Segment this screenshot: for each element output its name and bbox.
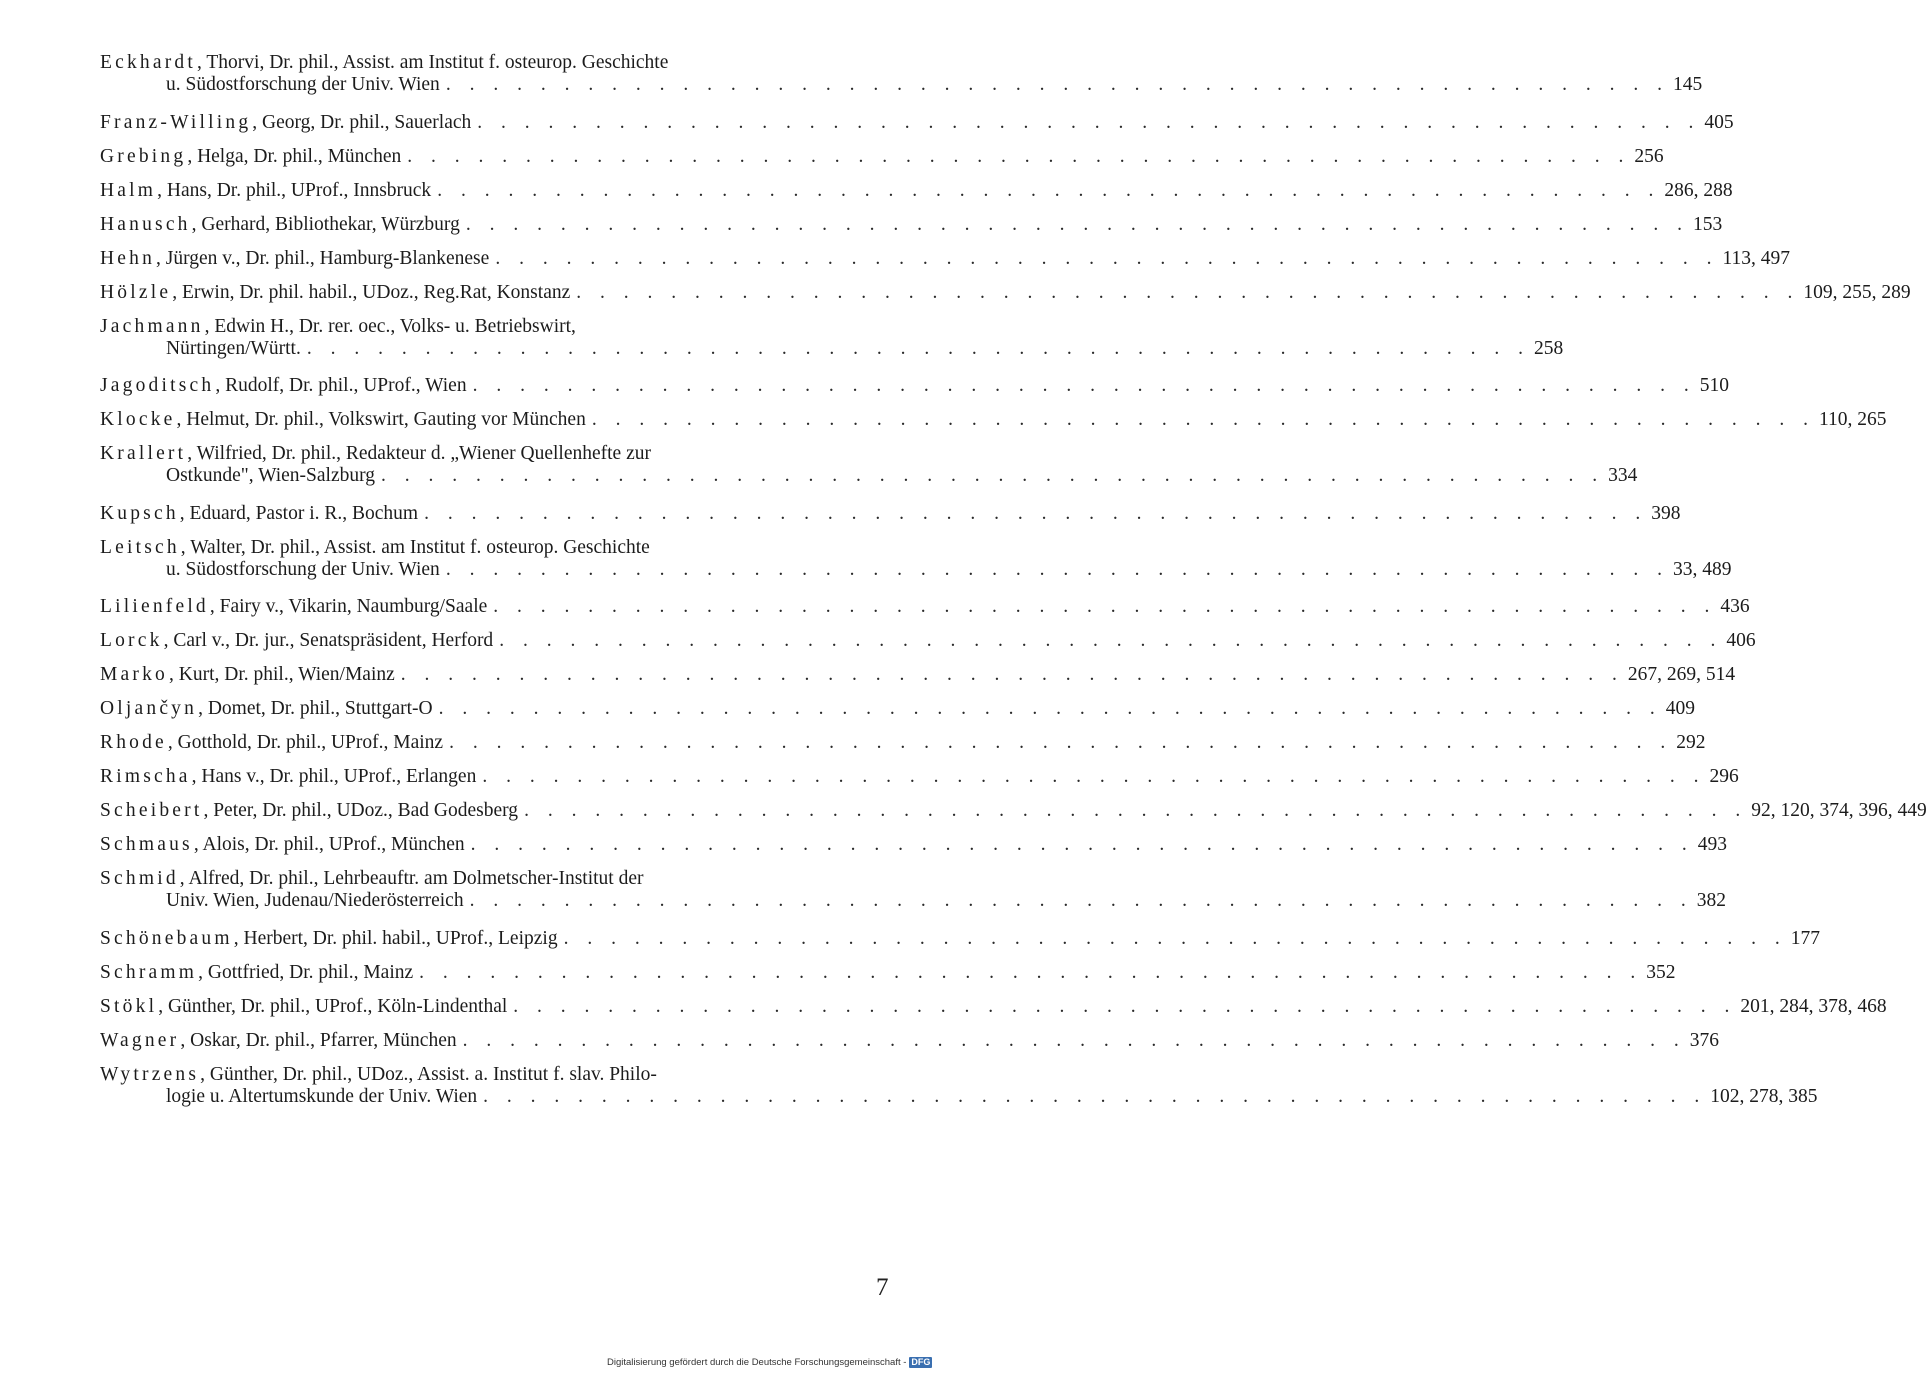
page-reference: 398 bbox=[1651, 502, 1681, 524]
contributor-details: Thorvi, Dr. phil., Assist. am Institut f. osteurop. Geschichte bbox=[206, 52, 669, 73]
entry-text: Lorck, Carl v., Dr. jur., Senatspräsident, Herford bbox=[100, 630, 494, 651]
entry-text: Marko, Kurt, Dr. phil., Wien/Mainz bbox=[100, 664, 395, 685]
digitization-footer bbox=[607, 1357, 932, 1368]
contributor-name: Wytrzens bbox=[100, 1063, 200, 1085]
page-reference: 493 bbox=[1697, 834, 1728, 855]
contributor-name: Schmaus bbox=[100, 834, 193, 855]
contributor-name: Stökl bbox=[100, 995, 158, 1017]
leader-dots: . . . . . . . . . . . . . . . . . . . . . . . . . . . . . . . . . . . . . . . . . . . . . . . . . . . . bbox=[563, 927, 1787, 949]
contributor-details: Hans, Dr. phil., UProf., Innsbruck bbox=[166, 179, 432, 201]
page-reference: 409 bbox=[1665, 698, 1695, 719]
contributor-details: Helga, Dr. phil., München bbox=[197, 145, 402, 167]
contributor-details: Eduard, Pastor i. R., Bochum bbox=[189, 502, 419, 524]
contributor-entry bbox=[100, 213, 1723, 248]
entry-continuation-line bbox=[100, 465, 1638, 487]
entry-text: Schmid, Alfred, Dr. phil., Lehrbeauftr. am Dolmetscher-Institut der bbox=[100, 868, 644, 889]
contributor-details: u. Südostforschung der Univ. Wien bbox=[166, 558, 440, 580]
contributor-name: Franz-Willing bbox=[100, 111, 252, 133]
entry-text: Eckhardt, Thorvi, Dr. phil., Assist. am Institut f. osteurop. Geschichte bbox=[100, 52, 669, 73]
contributor-details: Günther, Dr. phil., UDoz., Assist. a. Institut f. slav. Philo- bbox=[209, 1063, 657, 1085]
contributor-name: Klocke bbox=[100, 409, 176, 430]
entry-text: Oljančyn, Domet, Dr. phil., Stuttgart-O bbox=[100, 698, 433, 719]
contributor-details: Domet, Dr. phil., Stuttgart-O bbox=[207, 698, 433, 719]
entry-text: Scheibert, Peter, Dr. phil., UDoz., Bad Godesberg bbox=[100, 800, 519, 821]
contributor-entry bbox=[100, 52, 1703, 112]
page-reference: 296 bbox=[1709, 766, 1739, 787]
contributor-details: Fairy v., Vikarin, Naumburg/Saale bbox=[219, 596, 488, 617]
contributor-details: Wilfried, Dr. phil., Redakteur d. „Wiener Quellenhefte zur bbox=[196, 443, 651, 464]
page-reference: 109, 255, 289 bbox=[1803, 281, 1911, 303]
page-reference: 352 bbox=[1646, 961, 1676, 983]
leader-dots: . . . . . . . . . . . . . . . . . . . . . . . . . . . . . . . . . . . . . . . . . . . . . . . . . . . . bbox=[469, 890, 1693, 911]
contributor-entry bbox=[100, 732, 1706, 766]
entry-first-line bbox=[100, 732, 1706, 754]
contributor-details: Herbert, Dr. phil. habil., UProf., Leipzig bbox=[243, 927, 558, 949]
contributor-details: Georg, Dr. phil., Sauerlach bbox=[262, 111, 472, 133]
contributor-name: Rhode bbox=[100, 732, 167, 753]
page-number: 7 bbox=[876, 1274, 889, 1301]
page-reference: 92, 120, 374, 396, 449 bbox=[1751, 800, 1927, 821]
entry-text: Franz-Willing, Georg, Dr. phil., Sauerlach bbox=[100, 111, 472, 133]
contributor-details: Hans v., Dr. phil., UProf., Erlangen bbox=[201, 766, 477, 787]
leader-dots: . . . . . . . . . . . . . . . . . . . . . . . . . . . . . . . . . . . . . . . . . . . . . . . . . . . . bbox=[400, 664, 1624, 685]
page-reference: 376 bbox=[1689, 1029, 1719, 1051]
contributor-name: Lilienfeld bbox=[100, 596, 209, 617]
contributor-details: Ostkunde", Wien-Salzburg bbox=[166, 465, 376, 486]
page-reference: 382 bbox=[1696, 890, 1726, 911]
contributor-entry bbox=[100, 375, 1729, 409]
entry-first-line bbox=[100, 316, 896, 338]
entry-text bbox=[166, 559, 440, 581]
entry-text: Hehn, Jürgen v., Dr. phil., Hamburg-Blankenese bbox=[100, 247, 490, 269]
entry-first-line bbox=[100, 1064, 896, 1086]
leader-dots: . . . . . . . . . . . . . . . . . . . . . . . . . . . . . . . . . . . . . . . . . . . . . . . . . . . . bbox=[472, 375, 1696, 396]
entry-text: Jachmann, Edwin H., Dr. rer. oec., Volks- u. Betriebswirt, bbox=[100, 315, 576, 337]
page-reference: 286, 288 bbox=[1664, 179, 1733, 201]
leader-dots: . . . . . . . . . . . . . . . . . . . . . . . . . . . . . . . . . . . . . . . . . . . . . . . . . . . . bbox=[449, 732, 1673, 753]
page-reference: 201, 284, 378, 468 bbox=[1740, 995, 1887, 1017]
entry-first-line bbox=[100, 961, 1676, 984]
contributor-name: Marko bbox=[100, 664, 168, 685]
contributor-details: Jürgen v., Dr. phil., Hamburg-Blankenese bbox=[165, 247, 490, 269]
contributor-entry bbox=[100, 443, 1638, 503]
contributor-entry bbox=[100, 834, 1728, 868]
contributor-details: Günther, Dr. phil., UProf., Köln-Lindenthal bbox=[167, 995, 508, 1017]
entry-first-line bbox=[100, 213, 1723, 236]
contributor-entry bbox=[100, 502, 1681, 537]
contributor-details: Alfred, Dr. phil., Lehrbeauftr. am Dolmetscher-Institut der bbox=[188, 868, 644, 889]
leader-dots: . . . . . . . . . . . . . . . . . . . . . . . . . . . . . . . . . . . . . . . . . . . . . . . . . . . . bbox=[419, 961, 1643, 983]
entry-first-line bbox=[100, 375, 1729, 397]
contributor-name: Hölzle bbox=[100, 281, 172, 303]
leader-dots: . . . . . . . . . . . . . . . . . . . . . . . . . . . . . . . . . . . . . . . . . . . . . . . . . . . . bbox=[445, 558, 1669, 580]
entry-first-line bbox=[100, 502, 1681, 525]
entry-text: Hölzle, Erwin, Dr. phil. habil., UDoz., Reg.Rat, Konstanz bbox=[100, 281, 571, 303]
leader-dots: . . . . . . . . . . . . . . . . . . . . . . . . . . . . . . . . . . . . . . . . . . . . . . . . . . . . bbox=[424, 502, 1648, 524]
leader-dots: . . . . . . . . . . . . . . . . . . . . . . . . . . . . . . . . . . . . . . . . . . . . . . . . . . . . bbox=[470, 834, 1694, 855]
entry-text bbox=[166, 74, 440, 96]
entry-first-line bbox=[100, 111, 1734, 134]
contributor-entry bbox=[100, 800, 1927, 834]
entry-text: Wytrzens, Günther, Dr. phil., UDoz., Assist. a. Institut f. slav. Philo- bbox=[100, 1063, 657, 1085]
entry-text: Kupsch, Eduard, Pastor i. R., Bochum bbox=[100, 502, 419, 524]
contributor-details: Nürtingen/Württ. bbox=[166, 337, 301, 359]
leader-dots: . . . . . . . . . . . . . . . . . . . . . . . . . . . . . . . . . . . . . . . . . . . . . . . . . . . . bbox=[465, 213, 1689, 235]
contributor-entry bbox=[100, 630, 1756, 664]
leader-dots: . . . . . . . . . . . . . . . . . . . . . . . . . . . . . . . . . . . . . . . . . . . . . . . . . . . . bbox=[495, 247, 1719, 269]
page-reference: 256 bbox=[1634, 145, 1664, 167]
entry-continuation-line bbox=[100, 74, 1703, 96]
contributor-details: Helmut, Dr. phil., Volkswirt, Gauting vor München bbox=[186, 409, 586, 430]
page-reference: 177 bbox=[1790, 927, 1820, 949]
entry-first-line bbox=[100, 179, 1733, 202]
page-reference: 113, 497 bbox=[1722, 247, 1790, 269]
contributor-entry bbox=[100, 596, 1750, 630]
entry-text: Halm, Hans, Dr. phil., UProf., Innsbruck bbox=[100, 179, 432, 201]
leader-dots: . . . . . . . . . . . . . . . . . . . . . . . . . . . . . . . . . . . . . . . . . . . . . . . . . . . . bbox=[462, 1029, 1686, 1051]
contributor-entry bbox=[100, 1063, 1818, 1124]
contributor-entry bbox=[100, 111, 1734, 146]
contributor-entry bbox=[100, 247, 1790, 282]
contributor-name: Schramm bbox=[100, 961, 198, 983]
contributor-details: logie u. Altertumskunde der Univ. Wien bbox=[166, 1085, 478, 1107]
entry-text: Schramm, Gottfried, Dr. phil., Mainz bbox=[100, 961, 414, 983]
leader-dots: . . . . . . . . . . . . . . . . . . . . . . . . . . . . . . . . . . . . . . . . . . . . . . . . . . . . bbox=[306, 337, 1530, 359]
contributor-entry bbox=[100, 664, 1736, 698]
contributor-name: Schönebaum bbox=[100, 927, 233, 949]
contributor-entry bbox=[100, 868, 1726, 928]
contributor-name: Kupsch bbox=[100, 502, 179, 524]
contributor-details: Carl v., Dr. jur., Senatspräsident, Herford bbox=[173, 630, 494, 651]
leader-dots: . . . . . . . . . . . . . . . . . . . . . . . . . . . . . . . . . . . . . . . . . . . . . . . . . . . . bbox=[524, 800, 1748, 821]
entry-first-line bbox=[100, 995, 1887, 1018]
entry-first-line bbox=[100, 409, 1887, 431]
contributor-details: Edwin H., Dr. rer. oec., Volks- u. Betriebswirt, bbox=[214, 315, 576, 337]
contributor-name: Jachmann bbox=[100, 315, 204, 337]
contributor-entry bbox=[100, 927, 1820, 962]
contributor-details: Peter, Dr. phil., UDoz., Bad Godesberg bbox=[213, 800, 519, 821]
contributor-entry bbox=[100, 766, 1739, 800]
entry-continuation-line bbox=[100, 890, 1726, 912]
contributor-details: u. Südostforschung der Univ. Wien bbox=[166, 74, 440, 95]
contributor-entry bbox=[100, 961, 1676, 996]
contributor-details: Univ. Wien, Judenau/Niederösterreich bbox=[166, 890, 464, 911]
page-reference: 33, 489 bbox=[1672, 558, 1732, 580]
contributor-entry bbox=[100, 145, 1664, 180]
leader-dots: . . . . . . . . . . . . . . . . . . . . . . . . . . . . . . . . . . . . . . . . . . . . . . . . . . . . bbox=[407, 145, 1631, 167]
contributor-details: Gottfried, Dr. phil., Mainz bbox=[207, 961, 414, 983]
page-reference: 102, 278, 385 bbox=[1710, 1085, 1818, 1107]
entry-continuation-line bbox=[100, 558, 1732, 581]
entry-text: Schönebaum, Herbert, Dr. phil. habil., UProf., Leipzig bbox=[100, 927, 558, 949]
contributor-entry bbox=[100, 698, 1695, 732]
leader-dots: . . . . . . . . . . . . . . . . . . . . . . . . . . . . . . . . . . . . . . . . . . . . . . . . . . . . bbox=[445, 74, 1669, 95]
entry-first-line bbox=[100, 868, 896, 890]
entry-text: Klocke, Helmut, Dr. phil., Volkswirt, Gauting vor München bbox=[100, 409, 586, 430]
entry-first-line bbox=[100, 1029, 1719, 1052]
entry-first-line bbox=[100, 800, 1927, 822]
page-reference: 406 bbox=[1726, 630, 1756, 651]
leader-dots: . . . . . . . . . . . . . . . . . . . . . . . . . . . . . . . . . . . . . . . . . . . . . . . . . . . . bbox=[437, 179, 1661, 201]
contributor-name: Lorck bbox=[100, 630, 163, 651]
contributor-entry bbox=[100, 995, 1887, 1030]
entry-first-line bbox=[100, 443, 896, 465]
contributor-name: Leitsch bbox=[100, 536, 180, 558]
page-reference: 510 bbox=[1699, 375, 1729, 396]
leader-dots: . . . . . . . . . . . . . . . . . . . . . . . . . . . . . . . . . . . . . . . . . . . . . . . . . . . . bbox=[493, 596, 1717, 617]
contributor-entry bbox=[100, 315, 1564, 376]
contributor-list bbox=[100, 52, 1927, 1123]
entry-first-line bbox=[100, 834, 1728, 856]
contributor-name: Oljančyn bbox=[100, 698, 198, 719]
entry-first-line bbox=[100, 596, 1750, 618]
contributor-entry bbox=[100, 409, 1887, 443]
contributor-details: Gotthold, Dr. phil., UProf., Mainz bbox=[177, 732, 444, 753]
page-reference: 145 bbox=[1672, 74, 1703, 95]
entry-text: Grebing, Helga, Dr. phil., München bbox=[100, 145, 402, 167]
leader-dots: . . . . . . . . . . . . . . . . . . . . . . . . . . . . . . . . . . . . . . . . . . . . . . . . . . . . bbox=[477, 111, 1701, 133]
contributor-name: Wagner bbox=[100, 1029, 180, 1051]
contributor-details: Walter, Dr. phil., Assist. am Institut f. osteurop. Geschichte bbox=[190, 536, 650, 558]
entry-text: Rimscha, Hans v., Dr. phil., UProf., Erlangen bbox=[100, 766, 477, 787]
contributor-entry bbox=[100, 281, 1911, 316]
leader-dots: . . . . . . . . . . . . . . . . . . . . . . . . . . . . . . . . . . . . . . . . . . . . . . . . . . . . bbox=[483, 1085, 1707, 1107]
page-reference: 110, 265 bbox=[1818, 409, 1887, 430]
entry-first-line bbox=[100, 281, 1911, 304]
page-reference: 405 bbox=[1704, 111, 1734, 133]
contributor-details: Gerhard, Bibliothekar, Würzburg bbox=[201, 213, 460, 235]
entry-text bbox=[166, 465, 375, 487]
entry-text: Stökl, Günther, Dr. phil., UProf., Köln-Lindenthal bbox=[100, 995, 508, 1017]
contributor-name: Krallert bbox=[100, 443, 187, 464]
contributor-name: Eckhardt bbox=[100, 52, 196, 73]
leader-dots: . . . . . . . . . . . . . . . . . . . . . . . . . . . . . . . . . . . . . . . . . . . . . . . . . . . . bbox=[499, 630, 1723, 651]
entry-first-line bbox=[100, 630, 1756, 652]
contributor-name: Jagoditsch bbox=[100, 375, 215, 396]
page-reference: 436 bbox=[1720, 596, 1750, 617]
contributor-details: Erwin, Dr. phil. habil., UDoz., Reg.Rat, Konstanz bbox=[181, 281, 571, 303]
leader-dots: . . . . . . . . . . . . . . . . . . . . . . . . . . . . . . . . . . . . . . . . . . . . . . . . . . . . bbox=[381, 465, 1605, 486]
leader-dots: . . . . . . . . . . . . . . . . . . . . . . . . . . . . . . . . . . . . . . . . . . . . . . . . . . . . bbox=[576, 281, 1800, 303]
entry-text: Krallert, Wilfried, Dr. phil., Redakteur d. „Wiener Quellenhefte zur bbox=[100, 443, 651, 464]
page-reference: 292 bbox=[1676, 732, 1706, 753]
entry-text: Rhode, Gotthold, Dr. phil., UProf., Mainz bbox=[100, 732, 444, 753]
entry-text: Jagoditsch, Rudolf, Dr. phil., UProf., Wien bbox=[100, 375, 467, 396]
contributor-details: Rudolf, Dr. phil., UProf., Wien bbox=[225, 375, 467, 396]
contributor-name: Schmid bbox=[100, 868, 179, 889]
contributor-entry bbox=[100, 536, 1732, 597]
entry-continuation-line bbox=[100, 337, 1564, 360]
entry-first-line bbox=[100, 927, 1820, 950]
page-reference: 258 bbox=[1533, 337, 1564, 359]
entry-first-line bbox=[100, 52, 896, 74]
entry-first-line bbox=[100, 145, 1664, 168]
entry-text: Leitsch, Walter, Dr. phil., Assist. am Institut f. osteurop. Geschichte bbox=[100, 536, 650, 558]
footer-text: Digitalisierung gefördert durch die Deutsche Forschungsgemeinschaft - bbox=[607, 1357, 907, 1368]
entry-first-line bbox=[100, 537, 896, 559]
entry-first-line bbox=[100, 698, 1695, 720]
contributor-entry bbox=[100, 179, 1733, 214]
page-reference: 153 bbox=[1692, 213, 1723, 235]
entry-continuation-line bbox=[100, 1085, 1818, 1108]
leader-dots: . . . . . . . . . . . . . . . . . . . . . . . . . . . . . . . . . . . . . . . . . . . . . . . . . . . . bbox=[482, 766, 1706, 787]
entry-text: Lilienfeld, Fairy v., Vikarin, Naumburg/Saale bbox=[100, 596, 488, 617]
contributor-details: Kurt, Dr. phil., Wien/Mainz bbox=[178, 664, 395, 685]
entry-text bbox=[166, 890, 464, 912]
contributor-name: Grebing bbox=[100, 145, 187, 167]
contributor-details: Oskar, Dr. phil., Pfarrer, München bbox=[190, 1029, 457, 1051]
entry-text bbox=[166, 338, 301, 360]
contributor-name: Hanusch bbox=[100, 213, 191, 235]
page-reference: 267, 269, 514 bbox=[1627, 664, 1736, 685]
entry-first-line bbox=[100, 247, 1790, 270]
entry-first-line bbox=[100, 766, 1739, 788]
entry-text: Wagner, Oskar, Dr. phil., Pfarrer, München bbox=[100, 1029, 457, 1051]
contributor-name: Hehn bbox=[100, 247, 156, 269]
entry-text bbox=[166, 1086, 477, 1108]
entry-text: Hanusch, Gerhard, Bibliothekar, Würzburg bbox=[100, 213, 460, 235]
contributor-details: Alois, Dr. phil., UProf., München bbox=[202, 834, 465, 855]
contributor-name: Halm bbox=[100, 179, 157, 201]
contributor-name: Rimscha bbox=[100, 766, 191, 787]
dfg-logo-icon: DFG bbox=[911, 1357, 931, 1367]
leader-dots: . . . . . . . . . . . . . . . . . . . . . . . . . . . . . . . . . . . . . . . . . . . . . . . . . . . . bbox=[513, 995, 1737, 1017]
page-reference: 334 bbox=[1608, 465, 1638, 486]
contributor-entry bbox=[100, 1029, 1719, 1064]
leader-dots: . . . . . . . . . . . . . . . . . . . . . . . . . . . . . . . . . . . . . . . . . . . . . . . . . . . . bbox=[438, 698, 1662, 719]
entry-first-line bbox=[100, 664, 1736, 686]
contributor-name: Scheibert bbox=[100, 800, 203, 821]
entry-text: Schmaus, Alois, Dr. phil., UProf., München bbox=[100, 834, 465, 855]
leader-dots: . . . . . . . . . . . . . . . . . . . . . . . . . . . . . . . . . . . . . . . . . . . . . . . . . . . . bbox=[591, 409, 1815, 430]
